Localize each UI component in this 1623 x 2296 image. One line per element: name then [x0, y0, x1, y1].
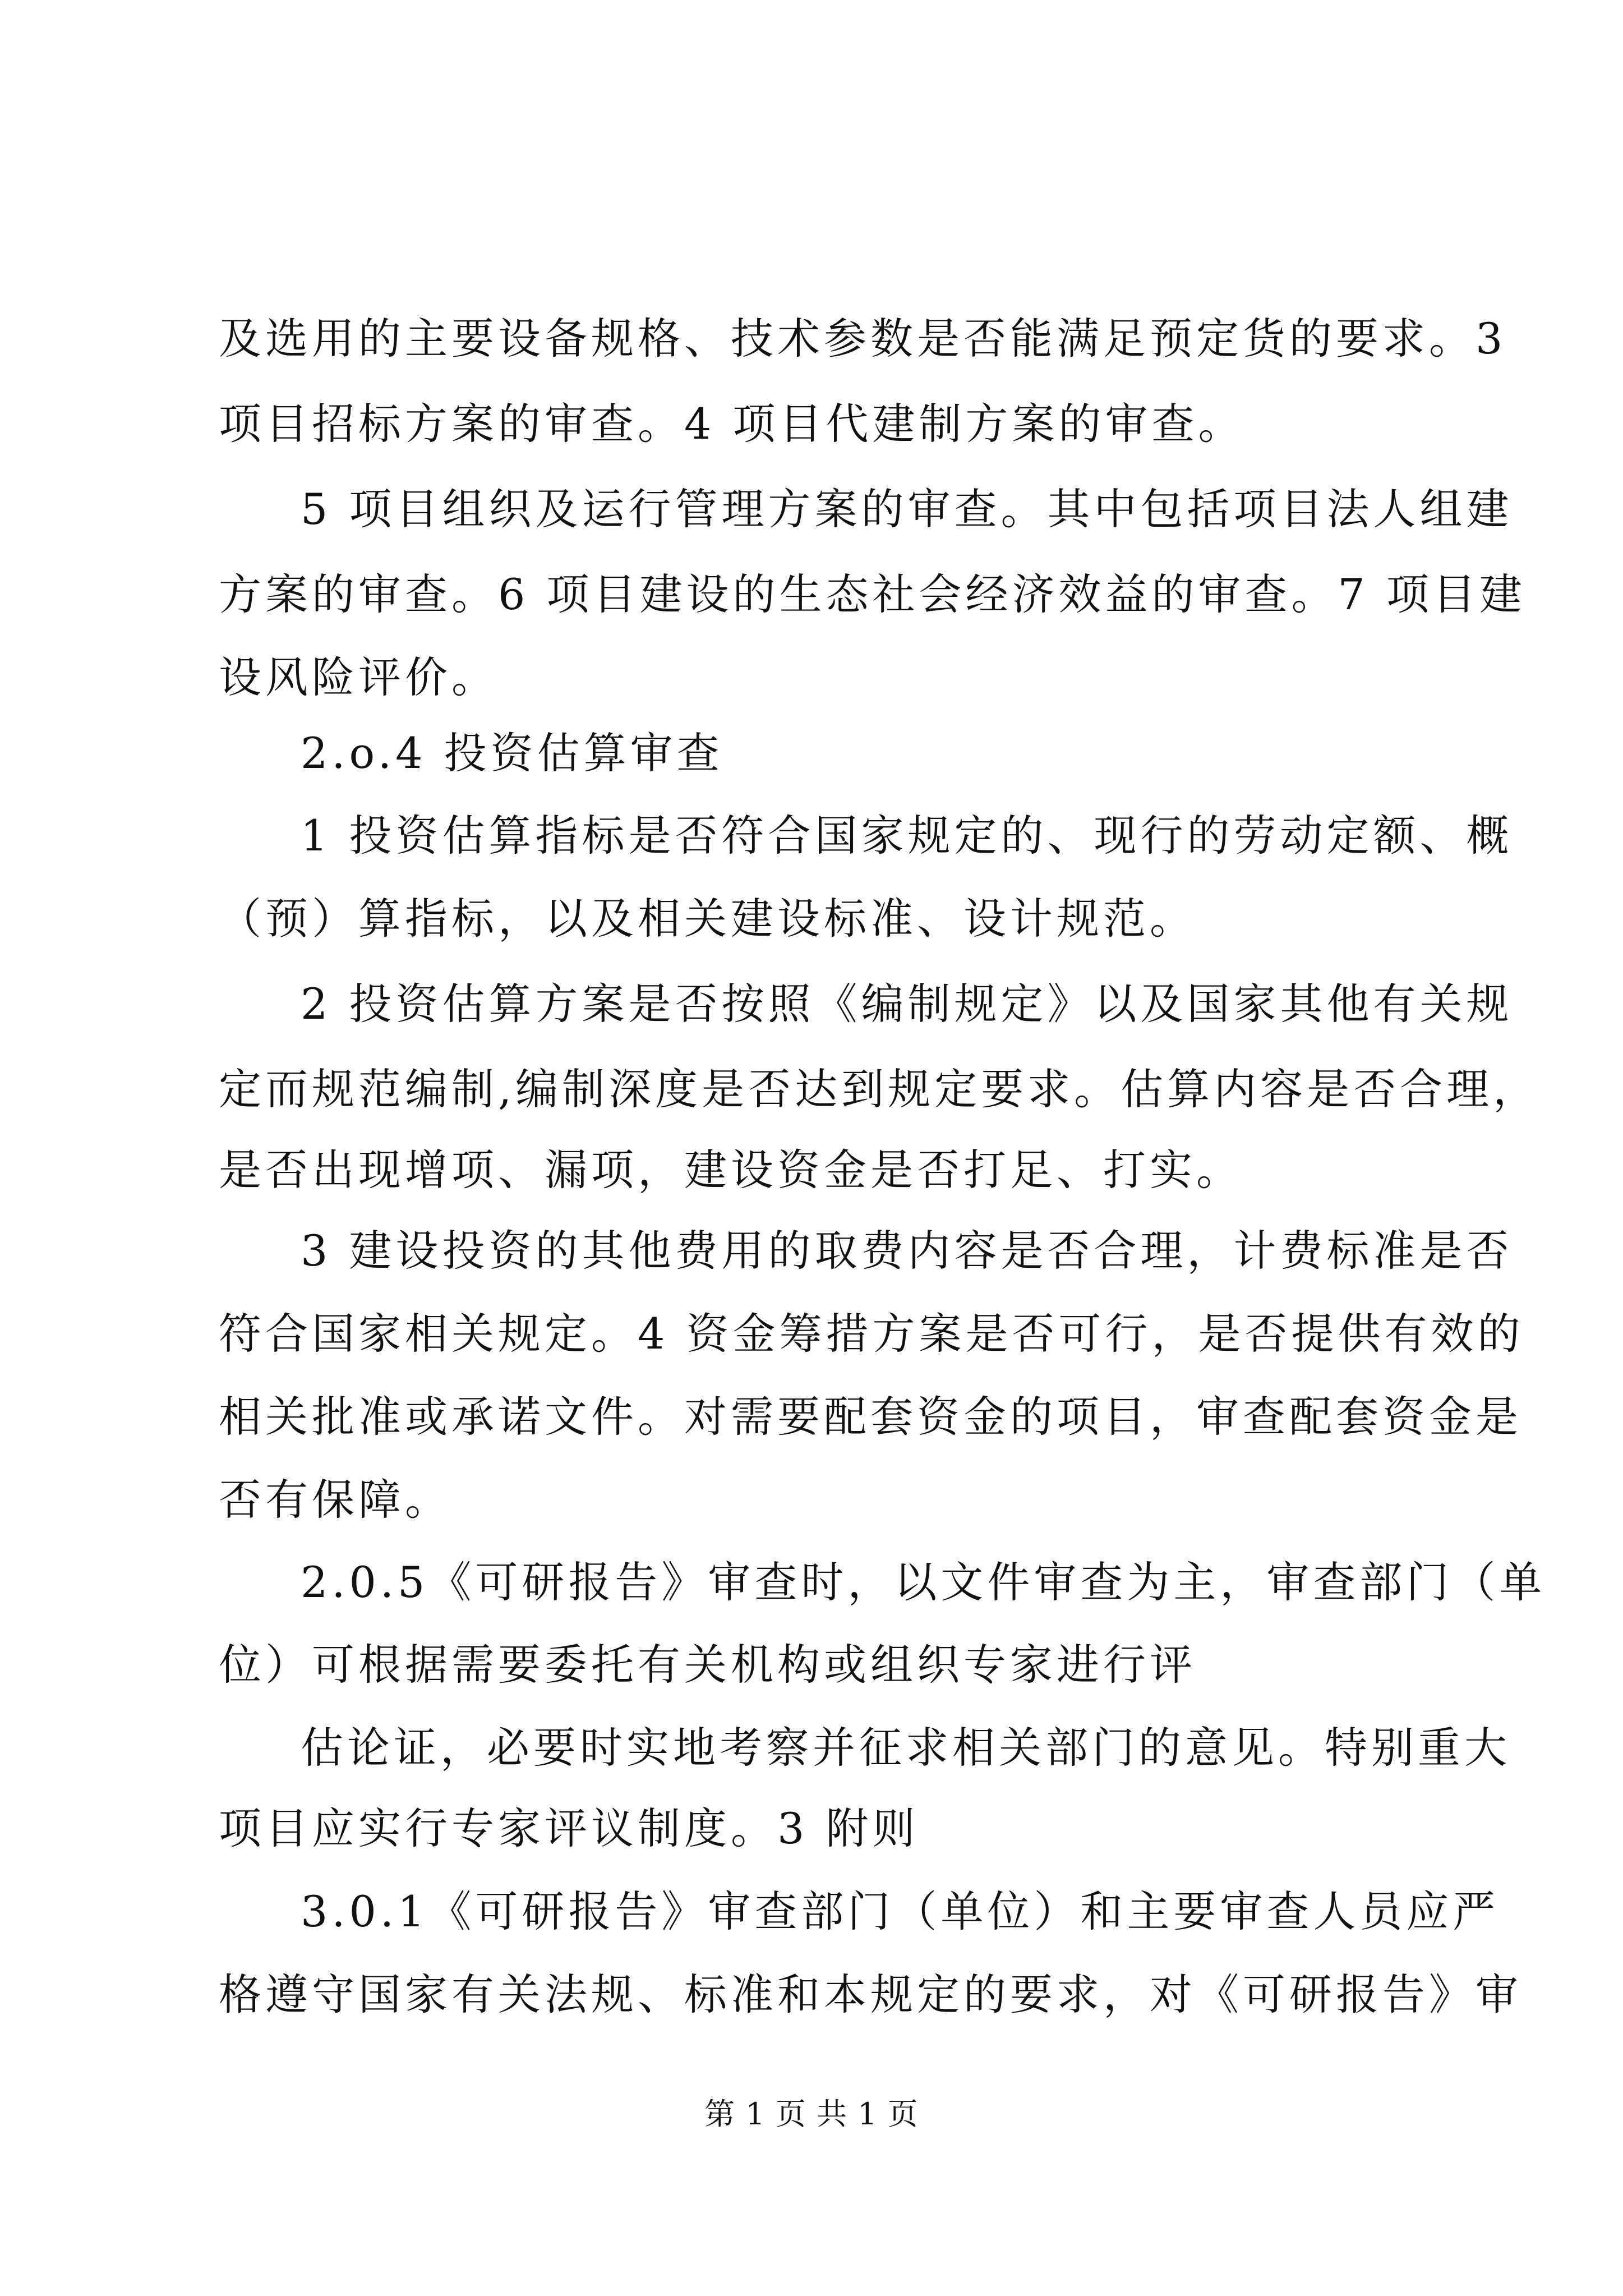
paragraph-line: 是否出现增项、漏项，建设资金是否打足、打实。 — [219, 1145, 1243, 1195]
paragraph-line: 否有保障。 — [219, 1475, 451, 1525]
paragraph-line: 2 投资估算方案是否按照《编制规定》以及国家其他有关规 — [301, 979, 1513, 1029]
paragraph-line: 1 投资估算指标是否符合国家规定的、现行的劳动定额、概 — [301, 811, 1513, 861]
paragraph-line: 及选用的主要设备规格、技术参数是否能满足预定货的要求。3 — [219, 314, 1507, 364]
paragraph-line: 方案的审查。6 项目建设的生态社会经济效益的审查。7 项目建 — [219, 569, 1527, 619]
paragraph-line: 2.0.5《可研报告》审查时，以文件审查为主，审查部门（单 — [301, 1557, 1546, 1607]
paragraph-line: 3 建设投资的其他费用的取费内容是否合理，计费标准是否 — [301, 1226, 1513, 1276]
paragraph-line: 设风险评价。 — [219, 652, 498, 702]
paragraph-line: （预）算指标，以及相关建设标准、设计规范。 — [219, 894, 1196, 944]
page-number-footer: 第 1 页 共 1 页 — [704, 2096, 919, 2132]
paragraph-line: 3.0.1《可研报告》审查部门（单位）和主要审查人员应严 — [301, 1887, 1500, 1936]
paragraph-line: 相关批准或承诺文件。对需要配套资金的项目，审查配套资金是 — [219, 1392, 1522, 1442]
paragraph-line: 位）可根据需要委托有关机构或组织专家进行评 — [219, 1640, 1196, 1690]
paragraph-line: 格遵守国家有关法规、标准和本规定的要求，对《可研报告》审 — [219, 1970, 1522, 2019]
paragraph-line: 定而规范编制,编制深度是否达到规定要求。估算内容是否合理， — [219, 1064, 1540, 1114]
paragraph-line: 项目应实行专家评议制度。3 附则 — [219, 1803, 919, 1853]
section-heading: 2.o.4 投资估算审查 — [301, 728, 723, 778]
paragraph-line: 估论证，必要时实地考察并征求相关部门的意见。特别重大 — [301, 1723, 1511, 1773]
paragraph-line: 符合国家相关规定。4 资金筹措方案是否可行，是否提供有效的 — [219, 1309, 1524, 1359]
paragraph-line: 项目招标方案的审查。4 项目代建制方案的审查。 — [219, 399, 1245, 449]
paragraph-line: 5 项目组织及运行管理方案的审查。其中包括项目法人组建 — [301, 484, 1513, 534]
